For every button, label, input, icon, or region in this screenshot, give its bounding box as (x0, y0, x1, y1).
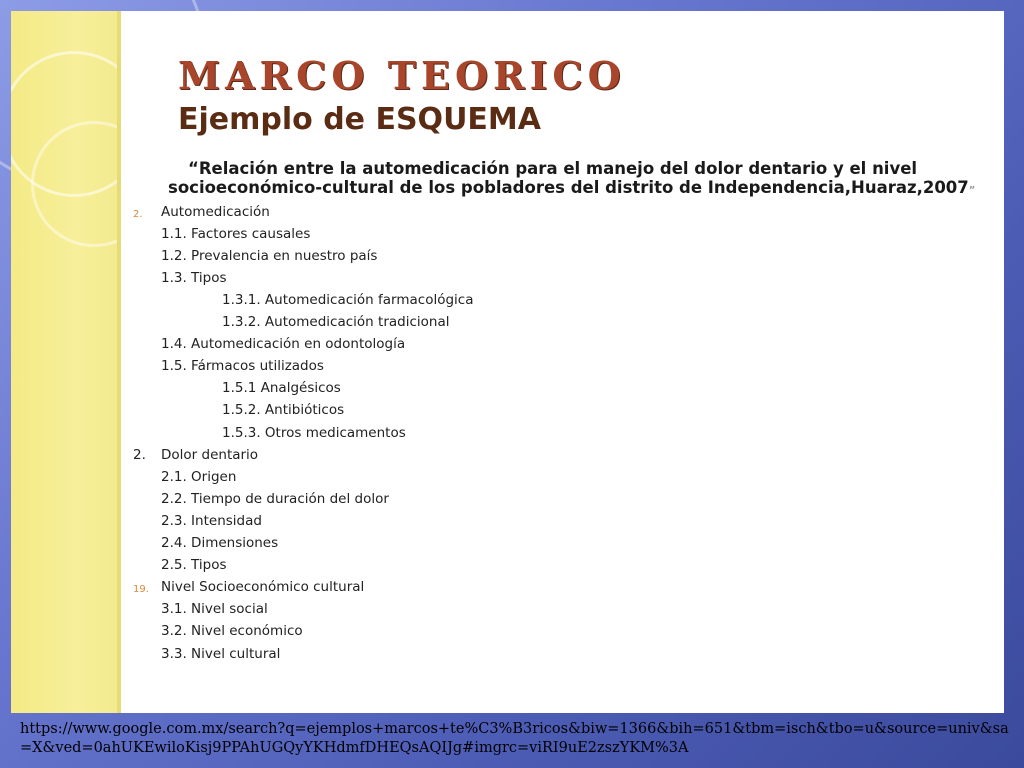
outline-item: 2.2. Tiempo de duración del dolor (161, 491, 389, 507)
outline-item: 1.3.1. Automedicación farmacológica (222, 292, 474, 308)
quote-close-mark: ” (968, 185, 976, 196)
outline-item: Nivel Socioeconómico cultural (161, 579, 365, 595)
outline-item: Automedicación (161, 204, 270, 220)
outline-item: 1.2. Prevalencia en nuestro país (161, 248, 378, 264)
outline-item: 1.1. Factores causales (161, 226, 311, 242)
outline-item: 2.3. Intensidad (161, 513, 262, 529)
outline-item: 1.3. Tipos (161, 270, 227, 286)
outline-item: 1.5.2. Antibióticos (222, 402, 345, 418)
outline-item: 3.3. Nivel cultural (161, 646, 281, 662)
slide-subtitle: Ejemplo de ESQUEMA (178, 102, 541, 137)
quote-line-2 (168, 178, 976, 200)
quote-line-1: “Relación entre la automedicación para el manejo del dolor dentario y el nivel (188, 159, 918, 178)
outline-item: 1.5. Fármacos utilizados (161, 358, 324, 374)
outline-item: 2.5. Tipos (161, 557, 227, 573)
outline-marker: 2. (133, 447, 146, 463)
outline-item: 3.2. Nivel económico (161, 623, 303, 639)
outline-item: 3.1. Nivel social (161, 601, 268, 617)
outline-item: 1.5.1 Analgésicos (222, 380, 341, 396)
thesis-quote (168, 159, 976, 200)
outline-item: Dolor dentario (161, 447, 259, 463)
decorative-circle (31, 121, 157, 247)
outline-item: 2.1. Origen (161, 469, 237, 485)
slide-title: MARCO TEORICO (178, 53, 626, 98)
outline-item: 1.3.2. Automedicación tradicional (222, 314, 450, 330)
outline-item: 2.4. Dimensiones (161, 535, 279, 551)
outline-item: 1.5.3. Otros medicamentos (222, 425, 406, 441)
source-url: https://www.google.com.mx/search?q=ejemplos+marcos+te%C3%B3ricos&biw=1366&bih=651&tbm=isch&tbo=u&source=univ&sa=X&ved=0ahUKEwiloKisj9PPAhUGQyYKHdmfDHEQsAQIJg#imgrc=viRI9uE2zszYKM%3A (20, 721, 1009, 756)
outline-marker: 19. (133, 584, 149, 595)
slide (11, 11, 1004, 713)
outline-item: 1.4. Automedicación en odontología (161, 336, 406, 352)
quote-line-2-text: socioeconómico-cultural de los pobladores del distrito de Independencia,Huaraz,2007 (168, 178, 969, 197)
outline-marker: 2. (133, 209, 143, 220)
decorative-band (11, 11, 121, 713)
